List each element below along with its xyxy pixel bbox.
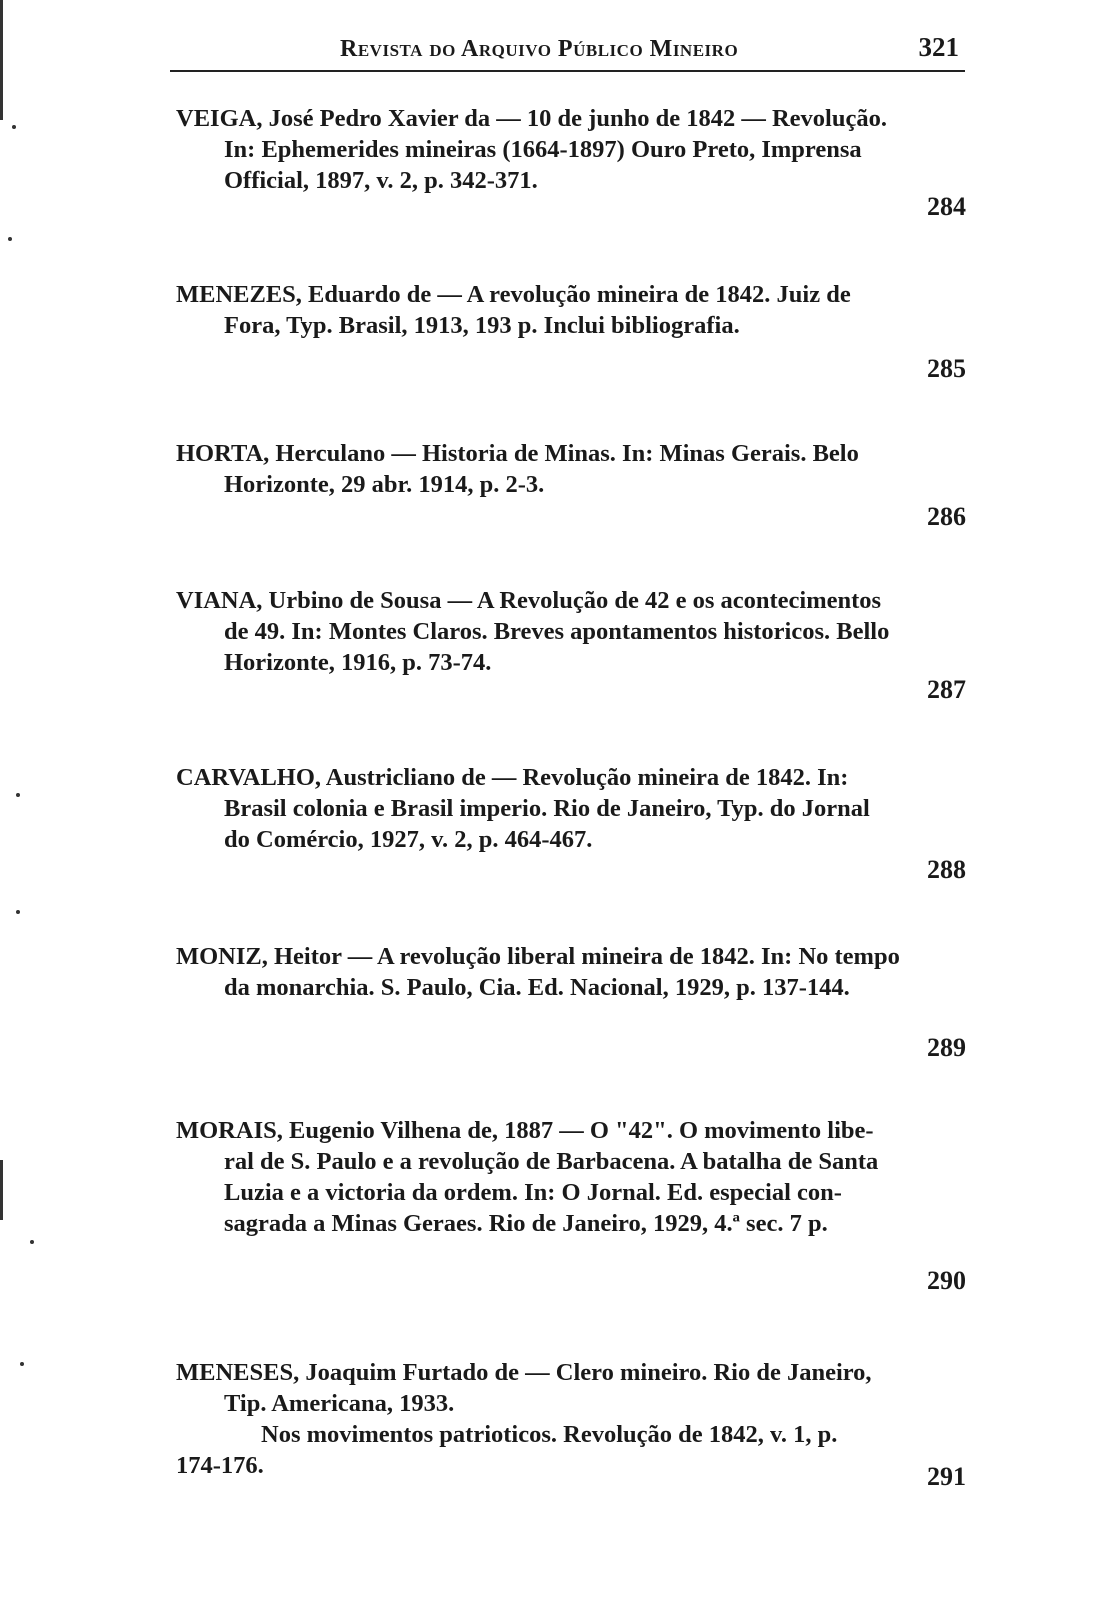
entry-line: HORTA, Herculano — Historia de Minas. In: Minas Gerais. Belo	[176, 440, 859, 467]
entry-line: Fora, Typ. Brasil, 1913, 193 p. Inclui bibliografia.	[224, 312, 740, 339]
entry-line: VIANA, Urbino de Sousa — A Revolução de 42 e os acontecimentos	[176, 587, 882, 614]
entry-line: Horizonte, 29 abr. 1914, p. 2-3.	[224, 471, 545, 498]
entry-number: 291	[927, 1462, 966, 1491]
bibliography-entry	[176, 103, 966, 196]
entry-line: VEIGA, José Pedro Xavier da — 10 de junho de 1842 — Revolução.	[176, 105, 887, 132]
bibliography-entry	[176, 762, 966, 855]
entry-line: do Comércio, 1927, v. 2, p. 464-467.	[224, 826, 593, 853]
entry-line: de 49. In: Montes Claros. Breves apontamentos historicos. Bello	[224, 618, 890, 645]
entry-number: 284	[927, 192, 966, 221]
entry-line: MORAIS, Eugenio Vilhena de, 1887 — O "42". O movimento libe-	[176, 1117, 874, 1144]
entry-line: Horizonte, 1916, p. 73-74.	[224, 649, 492, 676]
page-number: 321	[918, 32, 959, 62]
journal-title: Revista do Arquivo Público Mineiro	[340, 36, 739, 62]
entry-line: MENESES, Joaquim Furtado de — Clero mineiro. Rio de Janeiro,	[176, 1359, 872, 1386]
entry-line: sagrada a Minas Geraes. Rio de Janeiro, 1929, 4.ª sec. 7 p.	[224, 1210, 828, 1237]
entry-line: Luzia e a victoria da ordem. In: O Jornal. Ed. especial con-	[224, 1179, 842, 1206]
entry-line: CARVALHO, Austricliano de — Revolução mineira de 1842. In:	[176, 764, 849, 791]
entry-line: Brasil colonia e Brasil imperio. Rio de Janeiro, Typ. do Jornal	[224, 795, 870, 822]
entry-line: Nos movimentos patrioticos. Revolução de 1842, v. 1, p.	[261, 1421, 838, 1448]
entry-line: Tip. Americana, 1933.	[224, 1390, 455, 1417]
bibliography-entry	[176, 1115, 966, 1239]
scan-speck	[12, 125, 16, 129]
entry-number: 285	[927, 354, 966, 383]
running-header	[170, 30, 965, 72]
entry-number: 288	[927, 855, 966, 884]
entry-line: ral de S. Paulo e a revolução de Barbacena. A batalha de Santa	[224, 1148, 879, 1175]
scan-speck	[20, 1362, 24, 1366]
bibliography-entry	[176, 941, 966, 1003]
entry-number: 287	[927, 675, 966, 704]
entry-number: 286	[927, 502, 966, 531]
scan-edge-mark	[0, 1160, 3, 1220]
scan-speck	[16, 910, 20, 914]
scan-speck	[16, 793, 20, 797]
entry-line: MONIZ, Heitor — A revolução liberal mineira de 1842. In: No tempo	[176, 943, 900, 970]
scan-speck	[30, 1240, 34, 1244]
entry-line: In: Ephemerides mineiras (1664-1897) Ouro Preto, Imprensa	[224, 136, 862, 163]
entry-line: Official, 1897, v. 2, p. 342-371.	[224, 167, 538, 194]
bibliography-entry	[176, 438, 966, 500]
bibliography-entry	[176, 585, 966, 678]
scan-speck	[8, 237, 12, 241]
entry-line: 174-176.	[176, 1452, 264, 1479]
bibliography-entry	[176, 1357, 966, 1481]
bibliography-entry	[176, 279, 966, 341]
scan-edge-mark	[0, 0, 3, 120]
entry-line: MENEZES, Eduardo de — A revolução mineira de 1842. Juiz de	[176, 281, 851, 308]
entry-number: 290	[927, 1266, 966, 1295]
entry-line: da monarchia. S. Paulo, Cia. Ed. Nacional, 1929, p. 137-144.	[224, 974, 850, 1001]
entry-number: 289	[927, 1033, 966, 1062]
